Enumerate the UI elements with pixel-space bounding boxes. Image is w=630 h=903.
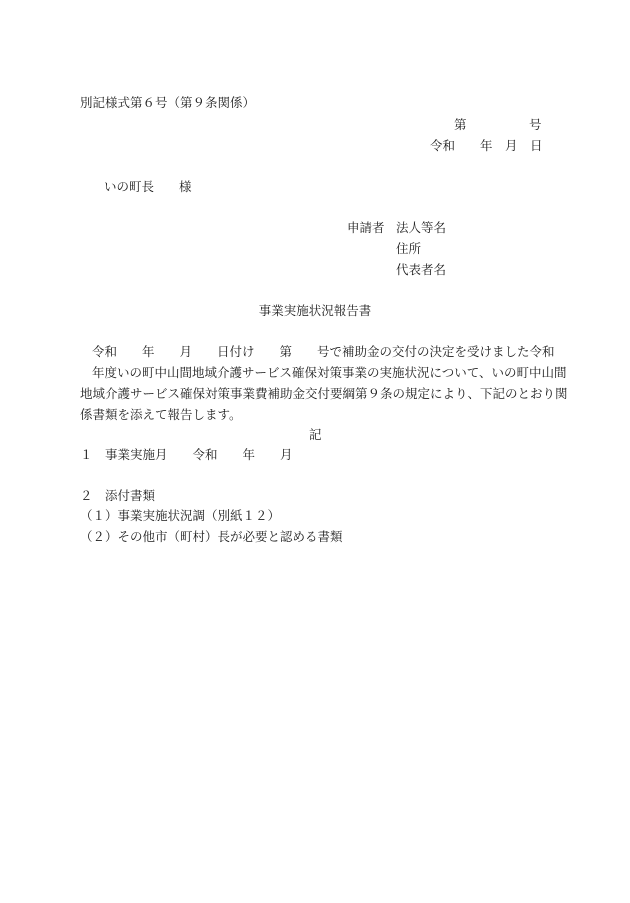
body-line-3: 地域介護サービス確保対策事業費補助金交付要綱第９条の規定により、下記のとおり関	[80, 386, 568, 401]
item-1-implementation-month: １ 事業実施月 令和 年 月	[80, 447, 293, 462]
applicant-org-name: 法人等名	[396, 220, 447, 235]
document-number: 第 号	[454, 117, 542, 132]
body-line-1: 令和 年 月 日付け 第 号で補助金の交付の決定を受けました令和	[92, 344, 555, 359]
ki-heading: 記	[309, 427, 322, 442]
form-label: 別記様式第６号（第９条関係）	[80, 95, 256, 110]
body-line-2: 年度いの町中山間地域介護サービス確保対策事業の実施状況について、いの町中山間	[92, 365, 567, 380]
applicant-role: 申請者	[347, 220, 385, 235]
attachment-item-1: （１）事業実施状況調（別紙１２）	[80, 508, 281, 523]
issue-date: 令和 年 月 日	[430, 138, 543, 153]
addressee: いの町長 様	[104, 179, 192, 194]
item-2-attachments: ２ 添付書類	[80, 488, 156, 503]
body-line-4: 係書類を添えて報告します。	[80, 407, 242, 422]
applicant-address: 住所	[396, 241, 422, 256]
attachment-item-2: （２）その他市（町村）長が必要と認める書類	[80, 529, 343, 544]
applicant-representative: 代表者名	[396, 262, 447, 277]
document-title: 事業実施状況報告書	[258, 303, 372, 318]
